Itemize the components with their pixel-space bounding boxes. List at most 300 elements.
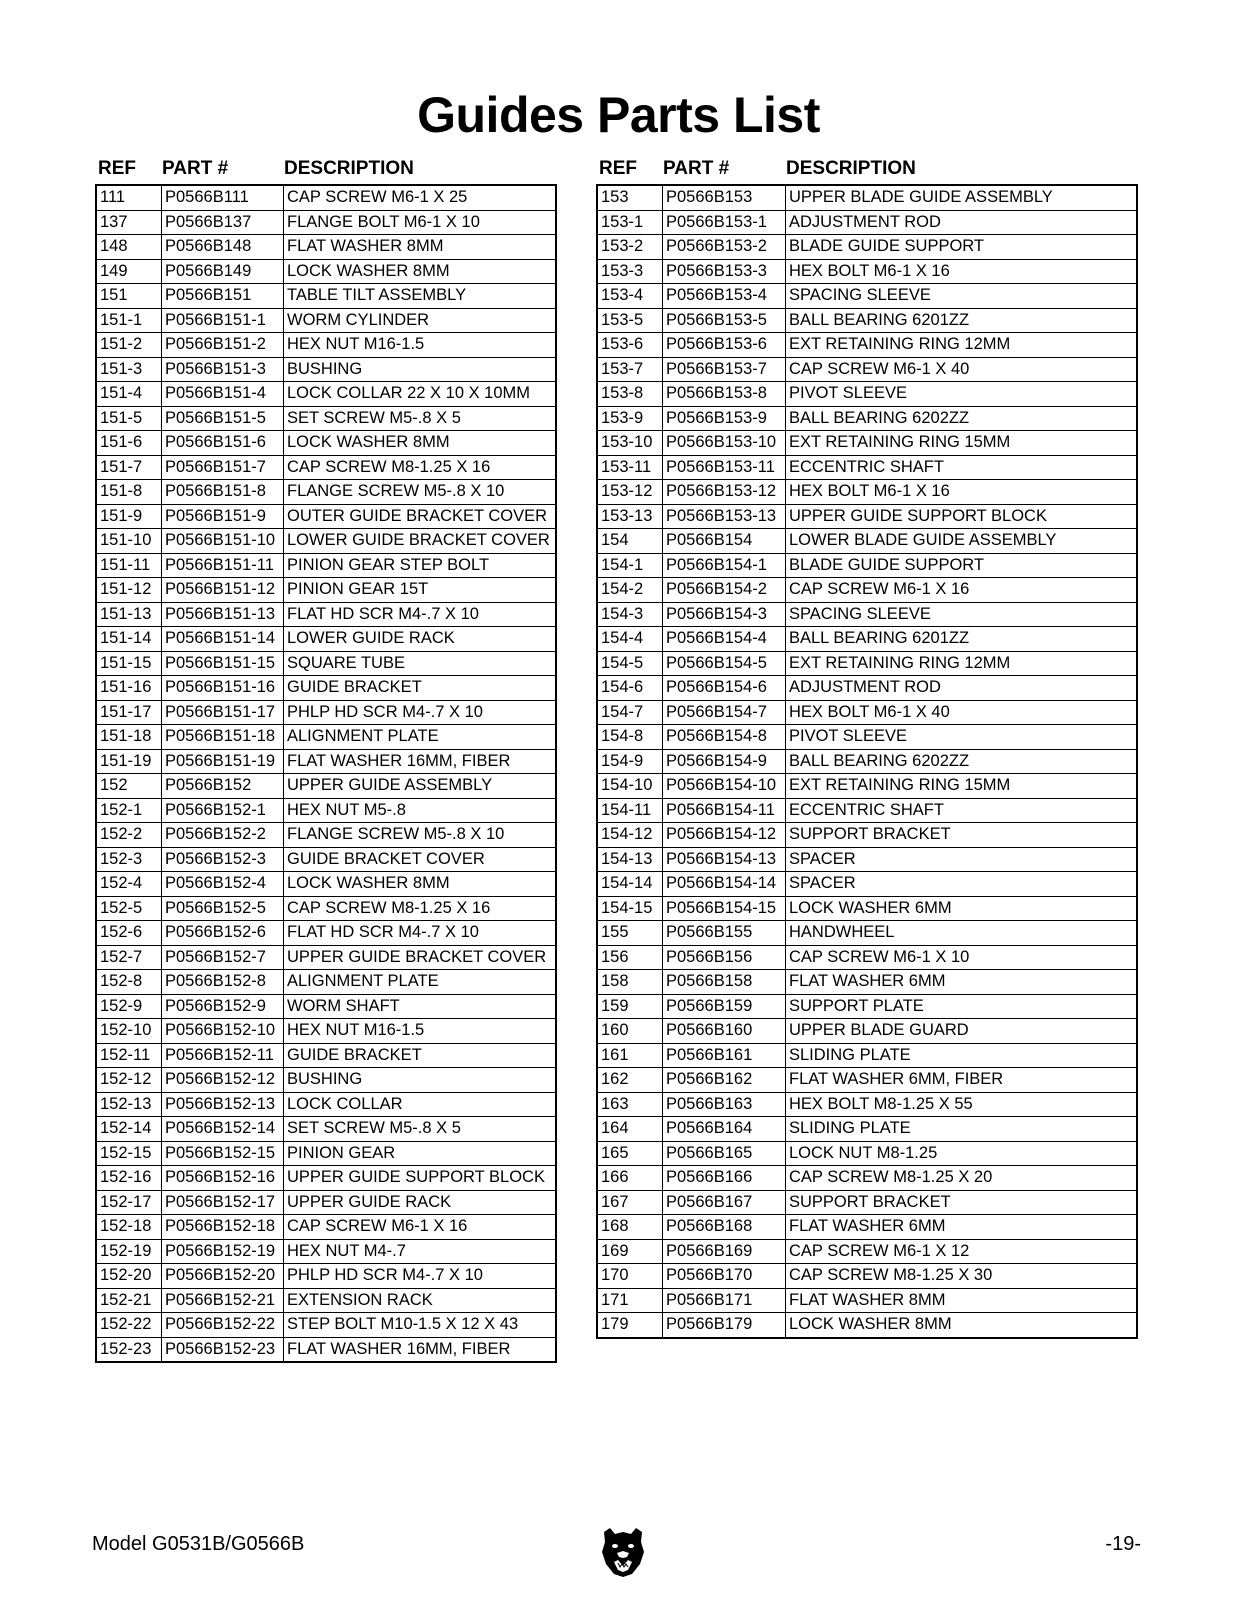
part-number-cell: P0566B171 <box>662 1289 785 1313</box>
description-cell: SPACER <box>785 848 1136 872</box>
table-row <box>598 431 1136 456</box>
description-cell: STEP BOLT M10-1.5 X 12 X 43 <box>283 1313 555 1337</box>
part-number-cell: P0566B152-3 <box>161 848 283 872</box>
ref-cell: 153-1 <box>601 212 644 231</box>
part-number-cell: P0566B153-12 <box>662 480 785 504</box>
ref-cell: 151-3 <box>100 359 143 378</box>
ref-cell: 170 <box>601 1266 629 1284</box>
ref-cell: 167 <box>601 1192 629 1211</box>
description-cell: CAP SCREW M6-1 X 10 <box>785 946 1136 970</box>
table-row <box>598 358 1136 383</box>
description-cell: PHLP HD SCR M4-.7 X 10 <box>283 701 555 725</box>
description-cell: FLAT WASHER 16MM, FIBER <box>283 750 555 774</box>
part-number-cell: P0566B152-9 <box>161 995 283 1019</box>
table-row <box>97 1240 555 1265</box>
description-cell: FLAT HD SCR M4-.7 X 10 <box>283 603 555 627</box>
description-cell: LOCK WASHER 8MM <box>283 260 555 284</box>
ref-cell: 152-5 <box>100 898 143 917</box>
table-row <box>97 1044 555 1069</box>
ref-cell: 168 <box>601 1217 629 1235</box>
part-number-cell: P0566B151-9 <box>161 505 283 529</box>
description-cell: LOCK WASHER 6MM <box>785 897 1136 921</box>
part-number-cell: P0566B155 <box>662 921 785 945</box>
part-number-cell: P0566B160 <box>662 1019 785 1043</box>
table-row <box>598 456 1136 481</box>
table-row <box>598 603 1136 628</box>
part-number-cell: P0566B111 <box>161 186 283 210</box>
part-number-cell: P0566B151-3 <box>161 358 283 382</box>
ref-cell: 161 <box>601 1045 629 1064</box>
table-row <box>598 529 1136 554</box>
table-row <box>598 1019 1136 1044</box>
ref-cell: 153-4 <box>601 286 644 304</box>
description-cell: GUIDE BRACKET <box>283 676 555 700</box>
table-row <box>97 578 555 603</box>
table-body <box>95 184 557 1363</box>
part-number-cell: P0566B153-1 <box>662 211 785 235</box>
table-row <box>97 358 555 383</box>
ref-cell: 164 <box>601 1119 629 1137</box>
ref-cell: 151-8 <box>100 482 143 500</box>
description-cell: PINION GEAR <box>283 1142 555 1166</box>
table-row <box>598 848 1136 873</box>
ref-cell: 151-2 <box>100 335 143 353</box>
table-row <box>97 554 555 579</box>
ref-cell: 154-13 <box>601 849 653 868</box>
page-title: Guides Parts List <box>417 87 820 143</box>
ref-cell: 152-10 <box>100 1021 152 1039</box>
part-number-cell: P0566B152-19 <box>161 1240 283 1264</box>
part-number-cell: P0566B153-9 <box>662 407 785 431</box>
description-cell: HEX NUT M16-1.5 <box>283 1019 555 1043</box>
ref-cell: 137 <box>100 212 128 231</box>
ref-cell: 152-16 <box>100 1168 152 1186</box>
part-number-cell: P0566B154-13 <box>662 848 785 872</box>
part-number-cell: P0566B154 <box>662 529 785 553</box>
part-number-cell: P0566B151-11 <box>161 554 283 578</box>
description-cell: HEX BOLT M6-1 X 40 <box>785 701 1136 725</box>
description-cell: FLAT WASHER 8MM <box>785 1289 1136 1313</box>
part-number-cell: P0566B153-11 <box>662 456 785 480</box>
table-row <box>97 750 555 775</box>
part-number-cell: P0566B152-5 <box>161 897 283 921</box>
part-number-cell: P0566B167 <box>662 1191 785 1215</box>
ref-cell: 152-12 <box>100 1070 152 1088</box>
ref-cell: 152-18 <box>100 1217 152 1235</box>
table-header <box>596 150 1138 184</box>
table-row <box>598 1166 1136 1191</box>
table-row <box>598 260 1136 285</box>
table-row <box>598 946 1136 971</box>
description-cell: TABLE TILT ASSEMBLY <box>283 284 555 308</box>
table-row <box>598 1240 1136 1265</box>
description-cell: ECCENTRIC SHAFT <box>785 799 1136 823</box>
ref-cell: 153-12 <box>601 482 653 500</box>
table-row <box>598 750 1136 775</box>
description-cell: CAP SCREW M8-1.25 X 30 <box>785 1264 1136 1288</box>
part-number-cell: P0566B154-14 <box>662 872 785 896</box>
table-row <box>97 1068 555 1093</box>
table-row <box>97 186 555 211</box>
parts-table-left <box>95 150 557 1363</box>
ref-cell: 151-5 <box>100 408 143 427</box>
description-cell: LOWER GUIDE BRACKET COVER <box>283 529 555 553</box>
table-row <box>598 970 1136 995</box>
part-number-cell: P0566B151-18 <box>161 725 283 749</box>
part-number-cell: P0566B152-12 <box>161 1068 283 1092</box>
table-row <box>97 1093 555 1118</box>
part-number-cell: P0566B154-9 <box>662 750 785 774</box>
part-number-cell: P0566B153-3 <box>662 260 785 284</box>
ref-cell: 166 <box>601 1168 629 1186</box>
ref-cell: 153-11 <box>601 457 652 476</box>
description-cell: SET SCREW M5-.8 X 5 <box>283 407 555 431</box>
table-row <box>598 284 1136 309</box>
part-number-cell: P0566B151-8 <box>161 480 283 504</box>
table-row <box>97 309 555 334</box>
ref-cell: 151-14 <box>100 629 152 647</box>
ref-cell: 160 <box>601 1021 629 1039</box>
description-cell: WORM SHAFT <box>283 995 555 1019</box>
table-row <box>97 431 555 456</box>
part-number-cell: P0566B179 <box>662 1313 785 1337</box>
part-number-cell: P0566B152-18 <box>161 1215 283 1239</box>
part-number-cell: P0566B152 <box>161 774 283 798</box>
description-cell: PIVOT SLEEVE <box>785 382 1136 406</box>
ref-cell: 179 <box>601 1315 629 1333</box>
ref-cell: 169 <box>601 1241 629 1260</box>
table-row <box>598 1068 1136 1093</box>
ref-cell: 152-9 <box>100 996 143 1015</box>
description-cell: BUSHING <box>283 358 555 382</box>
ref-cell: 162 <box>601 1070 629 1088</box>
part-number-cell: P0566B153-4 <box>662 284 785 308</box>
description-cell: SUPPORT PLATE <box>785 995 1136 1019</box>
ref-cell: 154-2 <box>601 580 644 598</box>
part-number-cell: P0566B154-1 <box>662 554 785 578</box>
ref-cell: 154-6 <box>601 678 644 696</box>
part-number-cell: P0566B151-13 <box>161 603 283 627</box>
ref-cell: 151-16 <box>100 678 152 696</box>
table-row <box>97 1313 555 1338</box>
ref-cell: 153-3 <box>601 261 644 280</box>
table-row <box>598 1191 1136 1216</box>
part-number-cell: P0566B152-14 <box>161 1117 283 1141</box>
ref-cell: 151-11 <box>100 555 151 574</box>
table-row <box>97 725 555 750</box>
ref-cell: 152-23 <box>100 1339 152 1358</box>
description-cell: SUPPORT BRACKET <box>785 823 1136 847</box>
part-number-cell: P0566B152-21 <box>161 1289 283 1313</box>
part-number-cell: P0566B151-5 <box>161 407 283 431</box>
table-header <box>95 150 557 184</box>
description-cell: ADJUSTMENT ROD <box>785 676 1136 700</box>
description-cell: ALIGNMENT PLATE <box>283 970 555 994</box>
part-number-cell: P0566B152-11 <box>161 1044 283 1068</box>
ref-cell: 151-18 <box>100 727 152 745</box>
part-number-cell: P0566B151-14 <box>161 627 283 651</box>
description-cell: WORM CYLINDER <box>283 309 555 333</box>
ref-cell: 153 <box>601 188 629 206</box>
header-part: PART # <box>663 158 730 179</box>
table-row <box>97 1338 555 1363</box>
part-number-cell: P0566B148 <box>161 235 283 259</box>
part-number-cell: P0566B153-10 <box>662 431 785 455</box>
description-cell: SPACING SLEEVE <box>785 284 1136 308</box>
description-cell: EXT RETAINING RING 15MM <box>785 431 1136 455</box>
description-cell: SET SCREW M5-.8 X 5 <box>283 1117 555 1141</box>
ref-cell: 111 <box>100 188 126 206</box>
ref-cell: 151-7 <box>100 457 143 476</box>
ref-cell: 148 <box>100 237 128 255</box>
description-cell: CAP SCREW M6-1 X 16 <box>283 1215 555 1239</box>
ref-cell: 154-4 <box>601 629 644 647</box>
description-cell: UPPER GUIDE SUPPORT BLOCK <box>785 505 1136 529</box>
description-cell: BALL BEARING 6202ZZ <box>785 407 1136 431</box>
description-cell: LOWER GUIDE RACK <box>283 627 555 651</box>
part-number-cell: P0566B152-16 <box>161 1166 283 1190</box>
table-row <box>598 1142 1136 1167</box>
description-cell: ECCENTRIC SHAFT <box>785 456 1136 480</box>
part-number-cell: P0566B159 <box>662 995 785 1019</box>
table-row <box>97 823 555 848</box>
description-cell: ALIGNMENT PLATE <box>283 725 555 749</box>
table-row <box>598 480 1136 505</box>
ref-cell: 152-19 <box>100 1241 152 1260</box>
ref-cell: 152-8 <box>100 972 143 990</box>
part-number-cell: P0566B152-15 <box>161 1142 283 1166</box>
part-number-cell: P0566B152-20 <box>161 1264 283 1288</box>
table-row <box>97 921 555 946</box>
part-number-cell: P0566B165 <box>662 1142 785 1166</box>
table-row <box>598 505 1136 530</box>
part-number-cell: P0566B154-6 <box>662 676 785 700</box>
ref-cell: 152-22 <box>100 1315 152 1333</box>
ref-cell: 152-20 <box>100 1266 152 1284</box>
table-row <box>598 1215 1136 1240</box>
description-cell: OUTER GUIDE BRACKET COVER <box>283 505 555 529</box>
ref-cell: 151-1 <box>100 310 143 329</box>
description-cell: FLAT WASHER 6MM, FIBER <box>785 1068 1136 1092</box>
description-cell: HEX NUT M5-.8 <box>283 799 555 823</box>
table-row <box>97 260 555 285</box>
table-row <box>97 505 555 530</box>
description-cell: HEX BOLT M6-1 X 16 <box>785 260 1136 284</box>
table-row <box>598 774 1136 799</box>
description-cell: LOCK WASHER 8MM <box>283 431 555 455</box>
part-number-cell: P0566B153-5 <box>662 309 785 333</box>
description-cell: LOCK WASHER 8MM <box>785 1313 1136 1337</box>
description-cell: FLANGE SCREW M5-.8 X 10 <box>283 480 555 504</box>
description-cell: UPPER BLADE GUARD <box>785 1019 1136 1043</box>
ref-cell: 152-21 <box>100 1290 152 1309</box>
table-row <box>598 382 1136 407</box>
description-cell: FLANGE SCREW M5-.8 X 10 <box>283 823 555 847</box>
part-number-cell: P0566B153-7 <box>662 358 785 382</box>
description-cell: PIVOT SLEEVE <box>785 725 1136 749</box>
table-row <box>97 701 555 726</box>
ref-cell: 171 <box>601 1290 629 1309</box>
part-number-cell: P0566B152-6 <box>161 921 283 945</box>
description-cell: BALL BEARING 6201ZZ <box>785 627 1136 651</box>
description-cell: EXT RETAINING RING 12MM <box>785 652 1136 676</box>
part-number-cell: P0566B168 <box>662 1215 785 1239</box>
ref-cell: 153-9 <box>601 408 644 427</box>
header-part: PART # <box>162 158 229 179</box>
description-cell: ADJUSTMENT ROD <box>785 211 1136 235</box>
table-row <box>598 1093 1136 1118</box>
ref-cell: 154-11 <box>601 800 652 819</box>
description-cell: SLIDING PLATE <box>785 1044 1136 1068</box>
description-cell: PHLP HD SCR M4-.7 X 10 <box>283 1264 555 1288</box>
table-row <box>97 333 555 358</box>
part-number-cell: P0566B156 <box>662 946 785 970</box>
description-cell: FLAT WASHER 6MM <box>785 970 1136 994</box>
ref-cell: 154-7 <box>601 702 644 721</box>
table-row <box>97 407 555 432</box>
description-cell: FLANGE BOLT M6-1 X 10 <box>283 211 555 235</box>
ref-cell: 154 <box>601 531 629 549</box>
part-number-cell: P0566B152-23 <box>161 1338 283 1362</box>
table-row <box>598 1044 1136 1069</box>
ref-cell: 154-8 <box>601 727 644 745</box>
part-number-cell: P0566B154-5 <box>662 652 785 676</box>
part-number-cell: P0566B154-15 <box>662 897 785 921</box>
part-number-cell: P0566B152-22 <box>161 1313 283 1337</box>
description-cell: UPPER BLADE GUIDE ASSEMBLY <box>785 186 1136 210</box>
description-cell: LOWER BLADE GUIDE ASSEMBLY <box>785 529 1136 553</box>
footer-model: Model G0531B/G0566B <box>92 1533 305 1555</box>
table-row <box>598 1117 1136 1142</box>
table-row <box>598 701 1136 726</box>
ref-cell: 151-13 <box>100 604 152 623</box>
table-row <box>598 995 1136 1020</box>
table-row <box>598 627 1136 652</box>
description-cell: FLAT WASHER 16MM, FIBER <box>283 1338 555 1362</box>
part-number-cell: P0566B152-10 <box>161 1019 283 1043</box>
part-number-cell: P0566B152-1 <box>161 799 283 823</box>
description-cell: FLAT WASHER 8MM <box>283 235 555 259</box>
description-cell: BLADE GUIDE SUPPORT <box>785 554 1136 578</box>
description-cell: LOCK COLLAR 22 X 10 X 10MM <box>283 382 555 406</box>
description-cell: SLIDING PLATE <box>785 1117 1136 1141</box>
part-number-cell: P0566B153 <box>662 186 785 210</box>
header-ref: REF <box>599 158 637 179</box>
part-number-cell: P0566B152-7 <box>161 946 283 970</box>
part-number-cell: P0566B154-12 <box>662 823 785 847</box>
description-cell: SQUARE TUBE <box>283 652 555 676</box>
description-cell: HANDWHEEL <box>785 921 1136 945</box>
part-number-cell: P0566B154-3 <box>662 603 785 627</box>
part-number-cell: P0566B154-10 <box>662 774 785 798</box>
description-cell: UPPER GUIDE ASSEMBLY <box>283 774 555 798</box>
description-cell: UPPER GUIDE SUPPORT BLOCK <box>283 1166 555 1190</box>
description-cell: EXT RETAINING RING 15MM <box>785 774 1136 798</box>
table-row <box>598 333 1136 358</box>
ref-cell: 153-5 <box>601 310 644 329</box>
table-row <box>97 1289 555 1314</box>
table-row <box>598 725 1136 750</box>
ref-cell: 155 <box>601 923 629 941</box>
ref-cell: 152-2 <box>100 825 143 843</box>
table-row <box>97 1166 555 1191</box>
description-cell: UPPER GUIDE RACK <box>283 1191 555 1215</box>
part-number-cell: P0566B158 <box>662 970 785 994</box>
table-row <box>598 676 1136 701</box>
part-number-cell: P0566B153-2 <box>662 235 785 259</box>
ref-cell: 152-4 <box>100 874 143 892</box>
ref-cell: 151-17 <box>100 702 152 721</box>
table-row <box>97 603 555 628</box>
table-row <box>97 774 555 799</box>
ref-cell: 152-7 <box>100 947 143 966</box>
table-row <box>97 848 555 873</box>
part-number-cell: P0566B152-2 <box>161 823 283 847</box>
ref-cell: 159 <box>601 996 629 1015</box>
table-row <box>97 382 555 407</box>
description-cell: EXTENSION RACK <box>283 1289 555 1313</box>
description-cell: LOCK NUT M8-1.25 <box>785 1142 1136 1166</box>
part-number-cell: P0566B151-6 <box>161 431 283 455</box>
ref-cell: 154-1 <box>601 555 644 574</box>
description-cell: GUIDE BRACKET <box>283 1044 555 1068</box>
table-row <box>97 1215 555 1240</box>
description-cell: SPACER <box>785 872 1136 896</box>
ref-cell: 154-10 <box>601 776 653 794</box>
ref-cell: 154-9 <box>601 751 644 770</box>
part-number-cell: P0566B154-11 <box>662 799 785 823</box>
part-number-cell: P0566B154-8 <box>662 725 785 749</box>
table-row <box>97 652 555 677</box>
part-number-cell: P0566B152-17 <box>161 1191 283 1215</box>
table-row <box>598 1313 1136 1338</box>
ref-cell: 165 <box>601 1143 629 1162</box>
table-row <box>97 480 555 505</box>
ref-cell: 153-2 <box>601 237 644 255</box>
description-cell: HEX BOLT M6-1 X 16 <box>785 480 1136 504</box>
description-cell: CAP SCREW M8-1.25 X 20 <box>785 1166 1136 1190</box>
description-cell: CAP SCREW M6-1 X 25 <box>283 186 555 210</box>
description-cell: BALL BEARING 6201ZZ <box>785 309 1136 333</box>
table-row <box>97 1142 555 1167</box>
table-row <box>97 456 555 481</box>
part-number-cell: P0566B151-2 <box>161 333 283 357</box>
ref-cell: 153-13 <box>601 506 653 525</box>
table-row <box>598 799 1136 824</box>
part-number-cell: P0566B137 <box>161 211 283 235</box>
ref-cell: 151 <box>100 286 128 304</box>
part-number-cell: P0566B154-4 <box>662 627 785 651</box>
table-row <box>97 1117 555 1142</box>
table-row <box>598 235 1136 260</box>
ref-cell: 153-6 <box>601 335 644 353</box>
ref-cell: 152 <box>100 776 128 794</box>
ref-cell: 154-5 <box>601 653 644 672</box>
ref-cell: 151-15 <box>100 653 152 672</box>
part-number-cell: P0566B152-4 <box>161 872 283 896</box>
description-cell: BUSHING <box>283 1068 555 1092</box>
description-cell: UPPER GUIDE BRACKET COVER <box>283 946 555 970</box>
ref-cell: 154-15 <box>601 898 653 917</box>
part-number-cell: P0566B151 <box>161 284 283 308</box>
ref-cell: 156 <box>601 947 629 966</box>
ref-cell: 154-3 <box>601 604 644 623</box>
description-cell: HEX NUT M16-1.5 <box>283 333 555 357</box>
part-number-cell: P0566B153-8 <box>662 382 785 406</box>
part-number-cell: P0566B163 <box>662 1093 785 1117</box>
table-row <box>97 897 555 922</box>
description-cell: EXT RETAINING RING 12MM <box>785 333 1136 357</box>
